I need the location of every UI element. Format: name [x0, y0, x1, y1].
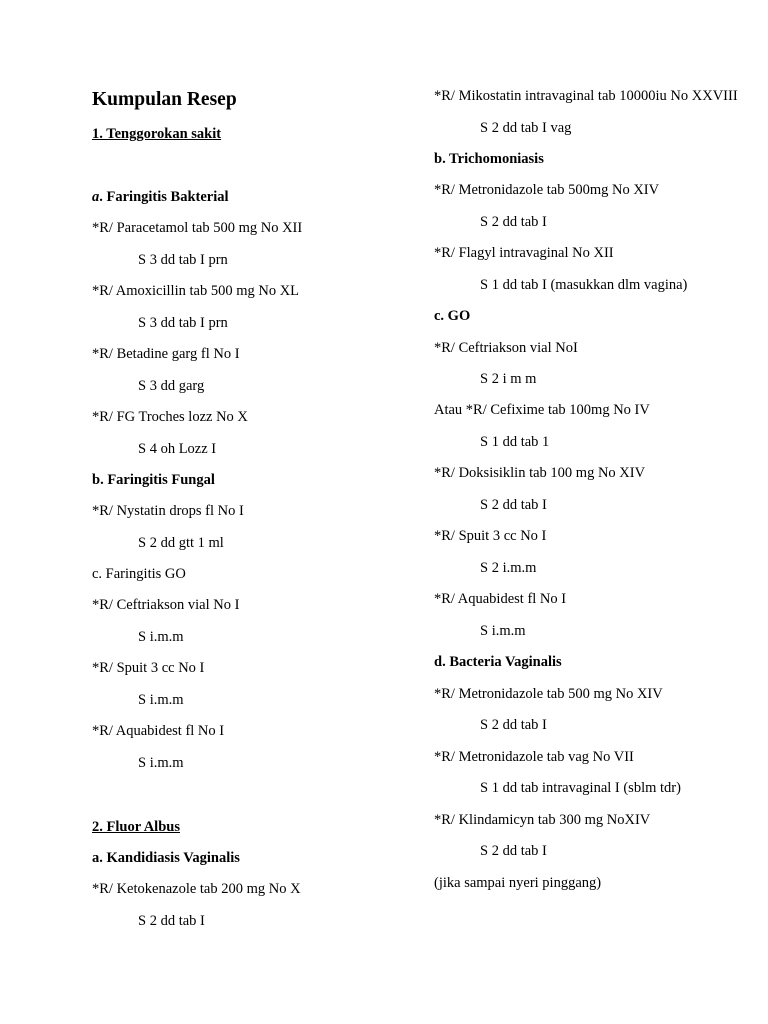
prescription-line: *R/ Metronidazole tab 500 mg No XIV	[434, 686, 663, 702]
subheading-faringitis-bakterial	[92, 188, 229, 206]
signa-line: S 2 dd tab I	[480, 214, 547, 230]
signa-line: S i.m.m	[138, 755, 184, 771]
subheading-faringitis-fungal: b. Faringitis Fungal	[92, 472, 215, 488]
prescription-line: *R/ Aquabidest fl No I	[92, 723, 225, 739]
prescription-line: *R/ Ceftriakson vial No I	[92, 597, 240, 613]
signa-line: S 1 dd tab I (masukkan dlm vagina)	[480, 277, 688, 293]
note-line: (jika sampai nyeri pinggang)	[434, 875, 602, 891]
subheading-trichomoniasis: b. Trichomoniasis	[434, 151, 544, 167]
subheading-go: c. GO	[434, 308, 471, 324]
prescription-line: *R/ Aquabidest fl No I	[434, 591, 567, 607]
signa-line: S i.m.m	[480, 623, 526, 639]
prescription-line: *R/ Flagyl intravaginal No XII	[434, 245, 614, 261]
prescription-line: *R/ Nystatin drops fl No I	[92, 503, 244, 519]
document-title: Kumpulan Resep	[92, 89, 237, 110]
signa-line: S 1 dd tab intravaginal I (sblm tdr)	[480, 780, 681, 796]
signa-line: S 3 dd tab I prn	[138, 315, 228, 331]
subheading-faringitis-go: c. Faringitis GO	[92, 566, 186, 582]
signa-line: S 4 oh Lozz I	[138, 441, 217, 457]
signa-line: S i.m.m	[138, 629, 184, 645]
prescription-line: *R/ Amoxicillin tab 500 mg No XL	[92, 283, 300, 299]
signa-line: S 1 dd tab 1	[480, 434, 550, 450]
subheading-bacteria-vaginalis: d. Bacteria Vaginalis	[434, 654, 562, 670]
signa-line: S 2 dd tab I	[138, 913, 205, 929]
subheading-letter: a	[92, 189, 100, 205]
subheading-kandidiasis: a. Kandidiasis Vaginalis	[92, 850, 240, 866]
prescription-line: *R/ Spuit 3 cc No I	[92, 660, 205, 676]
prescription-line: *R/ Ketokenazole tab 200 mg No X	[92, 881, 301, 897]
prescription-line: *R/ FG Troches lozz No X	[92, 409, 248, 425]
signa-line: S 3 dd tab I prn	[138, 252, 228, 268]
prescription-line: *R/ Mikostatin intravaginal tab 10000iu No XXVIII	[434, 88, 738, 104]
signa-line: S 3 dd garg	[138, 378, 205, 394]
signa-line: S 2 dd gtt 1 ml	[138, 535, 224, 551]
section-heading-tenggorokan: 1. Tenggorokan sakit	[92, 126, 222, 142]
section-heading-fluor-albus: 2. Fluor Albus	[92, 819, 180, 835]
prescription-line: Atau *R/ Cefixime tab 100mg No IV	[434, 402, 650, 418]
prescription-line: *R/ Paracetamol tab 500 mg No XII	[92, 220, 303, 236]
prescription-line: *R/ Metronidazole tab 500mg No XIV	[434, 182, 660, 198]
prescription-line: *R/ Ceftriakson vial NoI	[434, 340, 578, 356]
signa-line: S 2 dd tab I	[480, 843, 547, 859]
prescription-line: *R/ Metronidazole tab vag No VII	[434, 749, 634, 765]
signa-line: S 2 dd tab I	[480, 497, 547, 513]
prescription-line: *R/ Spuit 3 cc No I	[434, 528, 547, 544]
signa-line: S 2 dd tab I vag	[480, 120, 572, 136]
signa-line: S 2 i m m	[480, 371, 537, 387]
signa-line: S 2 i.m.m	[480, 560, 537, 576]
subheading-text: . Faringitis Bakterial	[99, 189, 229, 205]
prescription-line: *R/ Doksisiklin tab 100 mg No XIV	[434, 465, 646, 481]
prescription-line: *R/ Betadine garg fl No I	[92, 346, 240, 362]
prescription-line: *R/ Klindamicyn tab 300 mg NoXIV	[434, 812, 651, 828]
signa-line: S 2 dd tab I	[480, 717, 547, 733]
signa-line: S i.m.m	[138, 692, 184, 708]
